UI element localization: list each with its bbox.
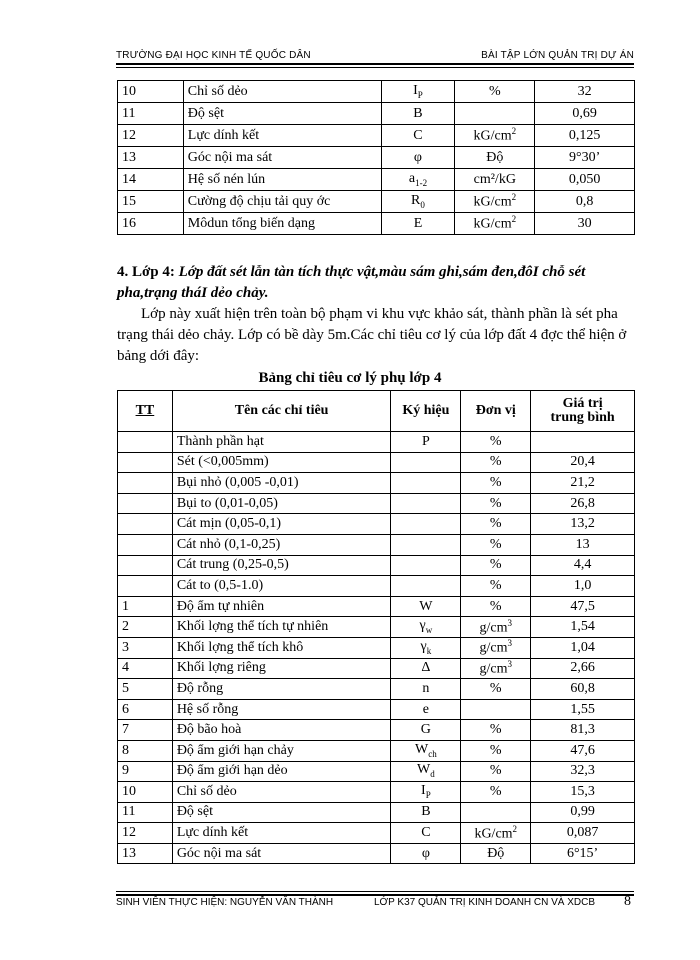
symbol-text: E [413, 215, 423, 231]
cell-name: Cát to (0,5-1.0) [172, 576, 391, 597]
page-number: 8 [624, 894, 631, 909]
symbol-sub: 0 [420, 199, 425, 210]
symbol-text: R [411, 192, 421, 208]
cell-tt: 16 [118, 213, 184, 235]
cell-symbol [391, 452, 461, 473]
cell-value [531, 432, 635, 453]
cell-tt: 3 [118, 637, 173, 658]
cell-value: 21,2 [531, 473, 635, 494]
table-row [118, 213, 635, 235]
table-row [118, 514, 635, 535]
cell-value: 0,125 [535, 125, 635, 147]
cell-value: 1,54 [531, 617, 635, 638]
unit-text: % [489, 680, 502, 696]
unit-text: kG/cm [474, 826, 513, 842]
cell-tt: 13 [118, 843, 173, 864]
unit-text: % [489, 598, 502, 614]
unit-text: cm²/kG [473, 171, 516, 187]
soil-table-layer-4-body [118, 432, 635, 864]
cell-symbol [381, 169, 455, 191]
symbol-text: γ [419, 618, 426, 634]
unit-text: g/cm [479, 661, 508, 677]
cell-name: Độ ẩm giới hạn dẻo [172, 761, 391, 782]
unit-text: % [489, 454, 502, 470]
cell-unit [461, 452, 531, 473]
cell-name: Chỉ số dẻo [172, 782, 391, 803]
symbol-sub: P [425, 789, 431, 800]
table-row [118, 782, 635, 803]
cell-unit [461, 761, 531, 782]
cell-value: 32 [535, 81, 635, 103]
cell-unit [455, 81, 535, 103]
table-row [118, 802, 635, 823]
cell-symbol [381, 81, 455, 103]
cell-symbol [391, 843, 461, 864]
symbol-sub: 1-2 [415, 177, 428, 188]
symbol-text: γ [420, 638, 427, 654]
cell-value: 15,3 [531, 782, 635, 803]
cell-value: 13,2 [531, 514, 635, 535]
table-row [118, 147, 635, 169]
header-symbol: Ký hiệu [391, 391, 461, 432]
cell-tt: 5 [118, 679, 173, 700]
section-number: 4. Lớp 4: [117, 264, 175, 280]
cell-symbol [391, 720, 461, 741]
cell-value: 4,4 [531, 555, 635, 576]
symbol-text: C [413, 127, 423, 143]
cell-unit [461, 637, 531, 658]
cell-name: Sét (<0,005mm) [172, 452, 391, 473]
cell-symbol [381, 125, 455, 147]
unit-sup: 3 [507, 659, 512, 669]
header-tt: TT [118, 391, 173, 432]
cell-value: 0,087 [531, 823, 635, 844]
cell-tt [118, 576, 173, 597]
cell-tt: 7 [118, 720, 173, 741]
table-row [118, 679, 635, 700]
table-row [118, 596, 635, 617]
table-row [118, 576, 635, 597]
cell-unit [461, 617, 531, 638]
cell-value: 20,4 [531, 452, 635, 473]
cell-tt: 11 [118, 103, 184, 125]
cell-value: 2,66 [531, 658, 635, 679]
table-row [118, 658, 635, 679]
cell-value: 30 [535, 213, 635, 235]
cell-unit [461, 432, 531, 453]
table-row [118, 432, 635, 453]
cell-tt [118, 452, 173, 473]
cell-name: Khối lợng thể tích tự nhiên [172, 617, 391, 638]
symbol-text: C [421, 825, 431, 841]
unit-sup: 2 [511, 126, 517, 137]
cell-name: Cát mịn (0,05-0,1) [172, 514, 391, 535]
unit-text: % [489, 577, 502, 593]
cell-tt [118, 432, 173, 453]
page-footer [116, 897, 634, 911]
symbol-text: W [415, 741, 429, 757]
symbol-sub: w [425, 625, 433, 636]
symbol-text: φ [413, 149, 423, 165]
cell-unit [461, 782, 531, 803]
cell-tt: 4 [118, 658, 173, 679]
unit-text: % [489, 742, 502, 758]
cell-value: 47,6 [531, 740, 635, 761]
unit-text: % [488, 83, 501, 99]
cell-name: Góc nội ma sát [183, 147, 381, 169]
header-rule-thin [116, 67, 634, 68]
cell-symbol [391, 596, 461, 617]
symbol-sub: k [426, 645, 432, 656]
unit-sup: 2 [511, 214, 517, 225]
page-header [116, 50, 634, 64]
table-row [118, 761, 635, 782]
unit-text: % [489, 783, 502, 799]
cell-name: Hệ số nén lún [183, 169, 381, 191]
cell-symbol [391, 658, 461, 679]
unit-text: Độ [486, 149, 504, 165]
cell-tt: 9 [118, 761, 173, 782]
symbol-sub: P [417, 89, 423, 100]
section-heading [117, 262, 642, 304]
cell-symbol [391, 823, 461, 844]
cell-unit [461, 823, 531, 844]
cell-value: 9°30’ [535, 147, 635, 169]
table-header-row [118, 391, 635, 432]
soil-table-layer-3-body [118, 81, 635, 235]
cell-value: 13 [531, 534, 635, 555]
cell-name: Khối lợng riêng [172, 658, 391, 679]
table-row [118, 823, 635, 844]
table-row [118, 555, 635, 576]
cell-unit [461, 473, 531, 494]
cell-tt: 8 [118, 740, 173, 761]
cell-value: 6°15’ [531, 843, 635, 864]
cell-unit [455, 103, 535, 125]
cell-value: 0,69 [535, 103, 635, 125]
cell-tt: 1 [118, 596, 173, 617]
symbol-text: W [419, 598, 433, 614]
cell-symbol [391, 617, 461, 638]
cell-name: Chỉ số dẻo [183, 81, 381, 103]
cell-symbol [391, 679, 461, 700]
footer-left: SINH VIÊN THỰC HIỆN: NGUYỄN VĂN THÀNH [116, 897, 334, 908]
unit-text: % [489, 495, 502, 511]
soil-table-layer-3 [117, 80, 635, 235]
cell-symbol [391, 432, 461, 453]
cell-unit [455, 125, 535, 147]
unit-text: g/cm [479, 641, 508, 657]
cell-value: 1,55 [531, 699, 635, 720]
cell-symbol [381, 103, 455, 125]
symbol-text: B [421, 804, 431, 820]
cell-unit [461, 576, 531, 597]
unit-text: g/cm [479, 620, 508, 636]
table-row [118, 843, 635, 864]
table-row [118, 740, 635, 761]
unit-text: % [489, 557, 502, 573]
symbol-text: P [421, 433, 430, 449]
cell-name: Độ ẩm tự nhiên [172, 596, 391, 617]
footer-rule [116, 894, 634, 896]
cell-value: 32,3 [531, 761, 635, 782]
cell-tt: 12 [118, 125, 184, 147]
cell-name: Độ sệt [172, 802, 391, 823]
cell-value: 47,5 [531, 596, 635, 617]
cell-unit [461, 802, 531, 823]
cell-tt: 13 [118, 147, 184, 169]
cell-tt: 2 [118, 617, 173, 638]
cell-unit [461, 514, 531, 535]
unit-sup: 3 [507, 638, 512, 649]
cell-unit [461, 555, 531, 576]
table-row [118, 103, 635, 125]
cell-unit [455, 213, 535, 235]
cell-tt: 12 [118, 823, 173, 844]
cell-name: Độ bão hoà [172, 720, 391, 741]
cell-name: Góc nội ma sát [172, 843, 391, 864]
cell-name: Bụi to (0,01-0,05) [172, 493, 391, 514]
section-title: Lớp đất sét lẫn tàn tích thực vật,màu sám ghi,sám đen,đôI chỗ sét pha,trạng tháI dẻo chảy. [117, 264, 586, 301]
cell-unit [455, 191, 535, 213]
cell-name: Thành phần hạt [172, 432, 391, 453]
symbol-text: I [413, 82, 418, 98]
cell-value: 0,8 [535, 191, 635, 213]
table-row [118, 699, 635, 720]
unit-text: % [489, 474, 502, 490]
cell-unit [461, 699, 531, 720]
cell-tt [118, 534, 173, 555]
cell-unit [461, 493, 531, 514]
cell-name: Khối lợng thể tích khô [172, 637, 391, 658]
unit-text: % [489, 516, 502, 532]
table-row [118, 191, 635, 213]
table-row [118, 169, 635, 191]
table-row [118, 125, 635, 147]
table-row [118, 637, 635, 658]
cell-name: Cát nhỏ (0,1-0,25) [172, 534, 391, 555]
cell-tt [118, 555, 173, 576]
cell-name: Bụi nhỏ (0,005 -0,01) [172, 473, 391, 494]
cell-unit [461, 720, 531, 741]
cell-tt: 10 [118, 81, 184, 103]
cell-symbol [391, 534, 461, 555]
cell-value: 26,8 [531, 493, 635, 514]
cell-tt: 14 [118, 169, 184, 191]
unit-text: kG/cm [473, 128, 512, 144]
cell-unit [455, 169, 535, 191]
cell-symbol [381, 213, 455, 235]
cell-symbol [391, 699, 461, 720]
symbol-text: W [417, 762, 431, 778]
cell-name: Lực dính kết [172, 823, 391, 844]
unit-text: % [489, 722, 502, 738]
cell-symbol [391, 637, 461, 658]
header-unit: Đơn vị [461, 391, 531, 432]
cell-tt: 10 [118, 782, 173, 803]
table-row [118, 720, 635, 741]
unit-text: Độ [487, 845, 505, 861]
cell-symbol [391, 493, 461, 514]
symbol-text: I [421, 782, 426, 798]
cell-tt [118, 493, 173, 514]
unit-text: kG/cm [473, 216, 512, 232]
unit-text: % [489, 433, 502, 449]
soil-table-layer-4 [117, 390, 635, 864]
cell-value: 0,050 [535, 169, 635, 191]
cell-symbol [381, 147, 455, 169]
table-title: Bảng chỉ tiêu cơ lý phụ lớp 4 [258, 370, 442, 386]
cell-symbol [391, 802, 461, 823]
cell-name: Cát trung (0,25-0,5) [172, 555, 391, 576]
cell-tt [118, 473, 173, 494]
cell-unit [461, 658, 531, 679]
cell-tt: 6 [118, 699, 173, 720]
cell-tt: 11 [118, 802, 173, 823]
header-rule [116, 63, 634, 65]
cell-unit [461, 679, 531, 700]
cell-symbol [391, 576, 461, 597]
cell-unit [461, 843, 531, 864]
cell-value: 0,99 [531, 802, 635, 823]
cell-symbol [391, 555, 461, 576]
table-row [118, 493, 635, 514]
cell-value: 1,04 [531, 637, 635, 658]
cell-unit [461, 740, 531, 761]
footer-middle: LỚP K37 QUẢN TRỊ KINH DOANH CN VÀ XDCB [374, 897, 596, 908]
cell-value: 81,3 [531, 720, 635, 741]
unit-sup: 3 [507, 617, 512, 628]
cell-symbol [391, 782, 461, 803]
table-row [118, 473, 635, 494]
cell-tt: 15 [118, 191, 184, 213]
symbol-text: a [408, 170, 416, 186]
unit-sup: 2 [512, 823, 518, 834]
unit-text: kG/cm [473, 194, 512, 210]
table-row [118, 617, 635, 638]
symbol-text: φ [421, 845, 430, 861]
unit-text: % [489, 763, 502, 779]
header-value: Giá trị trung bình [531, 391, 635, 432]
symbol-text: B [413, 105, 423, 121]
cell-name: Cường độ chịu tải quy ớc [183, 191, 381, 213]
cell-name: Lực dính kết [183, 125, 381, 147]
cell-name: Hệ số rỗng [172, 699, 391, 720]
unit-sup: 2 [511, 192, 517, 203]
cell-symbol [391, 740, 461, 761]
section-paragraph: Lớp này xuất hiện trên toàn bộ phạm vi khu vực khảo sát, thành phần là sét pha trạng thái dẻo chảy. Lớp có bề dày 5m.Các chỉ tiêu cơ lý của lớp đất 4 đợc thể hiện ở bảng dới đây: [117, 306, 627, 364]
symbol-text: G [420, 722, 431, 738]
cell-symbol [391, 514, 461, 535]
cell-value: 60,8 [531, 679, 635, 700]
table-row [118, 534, 635, 555]
cell-tt [118, 514, 173, 535]
cell-name: Độ rỗng [172, 679, 391, 700]
symbol-text: e [422, 701, 429, 717]
cell-symbol [391, 473, 461, 494]
cell-symbol [391, 761, 461, 782]
symbol-text: Δ [421, 660, 431, 676]
cell-name: Độ ẩm giới hạn chảy [172, 740, 391, 761]
symbol-sub: d [430, 769, 435, 780]
cell-value: 1,0 [531, 576, 635, 597]
cell-name: Độ sệt [183, 103, 381, 125]
footer-rule-thin [116, 891, 634, 892]
cell-unit [461, 596, 531, 617]
table-row [118, 81, 635, 103]
header-name: Tên các chỉ tiêu [172, 391, 391, 432]
table-row [118, 452, 635, 473]
cell-name: Môdun tổng biến dạng [183, 213, 381, 235]
cell-unit [461, 534, 531, 555]
header-left: TRƯỜNG ĐẠI HỌC KINH TẾ QUỐC DÂN [116, 50, 311, 61]
unit-text: % [489, 536, 502, 552]
symbol-sub: ch [428, 748, 437, 759]
cell-unit [455, 147, 535, 169]
symbol-text: n [422, 680, 430, 696]
cell-symbol [381, 191, 455, 213]
header-right: BÀI TẬP LỚN QUẢN TRỊ DỰ ÁN [481, 50, 634, 61]
